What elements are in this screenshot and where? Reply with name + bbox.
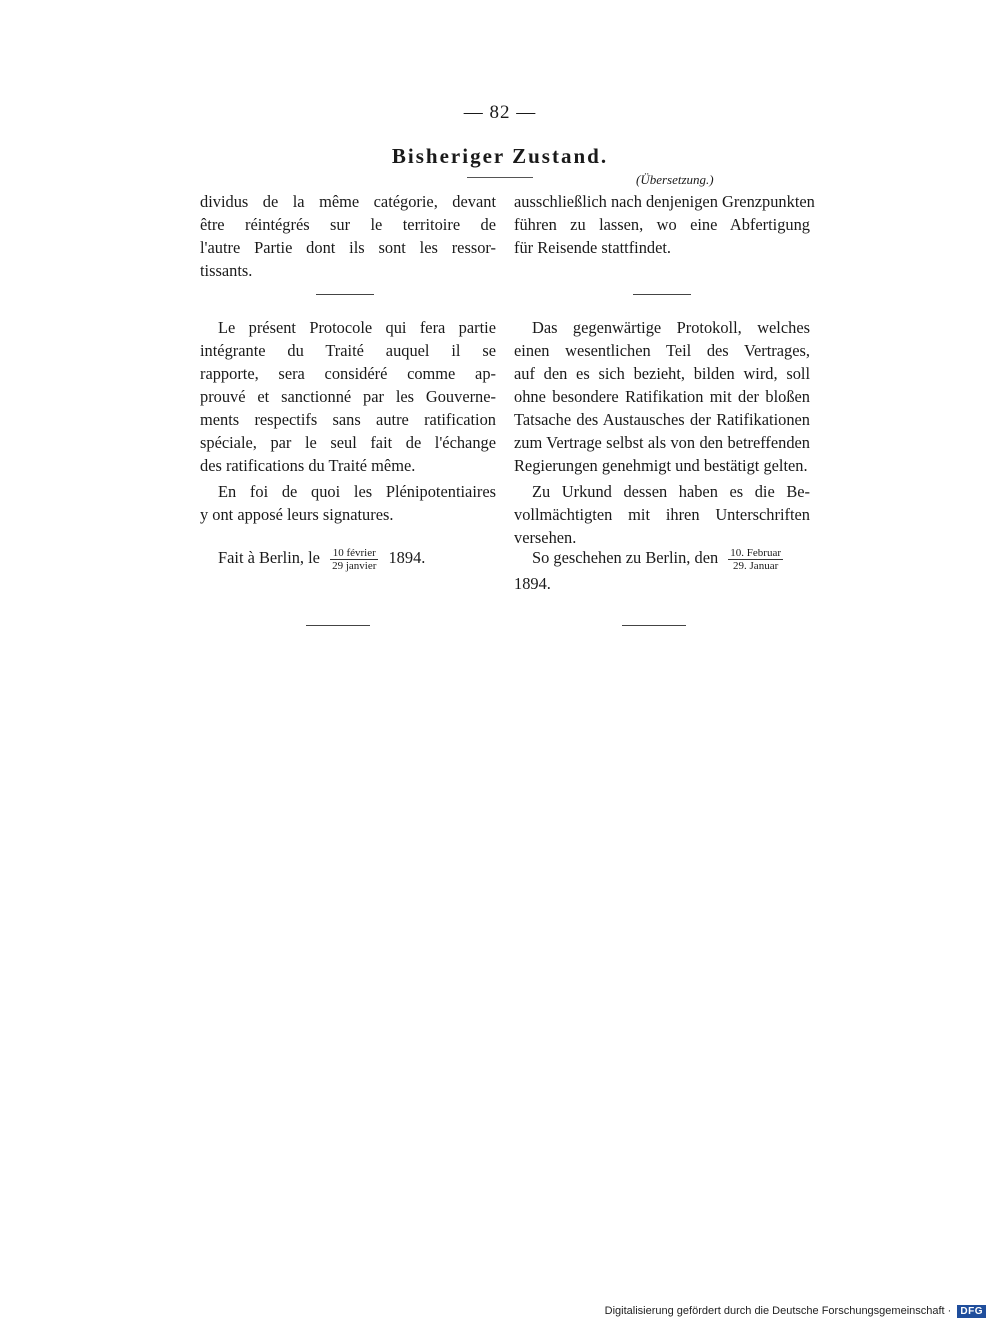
dated-prefix: Fait à Berlin, le bbox=[218, 548, 320, 567]
text-line: rapporte, sera considéré comme ap- bbox=[200, 364, 496, 383]
right-para-1 bbox=[514, 190, 815, 259]
text-line: dividus de la même catégorie, devant bbox=[200, 192, 496, 211]
left-end-rule bbox=[306, 625, 370, 626]
footer-text: Digitalisierung gefördert durch die Deutsche Forschungsgemeinschaft · bbox=[604, 1305, 952, 1317]
dated-year: 1894. bbox=[514, 573, 551, 593]
text-line: Das gegenwärtige Protokoll, welches bbox=[532, 318, 810, 337]
dfg-logo: DFG bbox=[957, 1305, 986, 1318]
text-line: y ont apposé leurs signatures. bbox=[200, 505, 394, 524]
digitization-footer bbox=[605, 1305, 986, 1318]
text-line: ohne besondere Ratifikation mit der bloßen bbox=[514, 387, 810, 406]
text-line: Regierungen genehmigt und bestätigt gelten. bbox=[514, 456, 808, 475]
left-para-2 bbox=[200, 316, 496, 477]
left-para-3 bbox=[200, 480, 496, 526]
date-fraction bbox=[728, 547, 783, 572]
text-line: Le présent Protocole qui fera partie bbox=[218, 318, 496, 337]
text-line: spéciale, par le seul fait de l'échange bbox=[200, 433, 496, 452]
text-line: ments respectifs sans autre ratification bbox=[200, 410, 496, 429]
dated-prefix: So geschehen zu Berlin, den bbox=[532, 548, 719, 567]
left-para-1 bbox=[200, 190, 496, 282]
right-separator-rule bbox=[633, 294, 691, 295]
page-number: — 82 — bbox=[463, 102, 537, 123]
dated-year: 1894. bbox=[388, 548, 426, 567]
date-denominator: 29. Januar bbox=[733, 559, 779, 572]
translation-label: (Übersetzung.) bbox=[636, 172, 714, 187]
right-para-3 bbox=[514, 480, 810, 549]
text-line: intégrante du Traité auquel il se bbox=[200, 341, 496, 360]
right-para-2 bbox=[514, 316, 810, 477]
text-line: En foi de quoi les Plénipotentiaires bbox=[218, 482, 496, 501]
section-heading: Bisheriger Zustand. bbox=[391, 144, 609, 168]
text-line: auf den es sich bezieht, bilden wird, soll bbox=[514, 364, 810, 383]
date-numerator: 10 février bbox=[330, 547, 378, 560]
text-line: für Reisende stattfindet. bbox=[514, 238, 672, 257]
left-dated-line bbox=[200, 546, 496, 572]
text-line: Zu Urkund dessen haben es die Be- bbox=[532, 482, 810, 501]
text-line: des ratifications du Traité même. bbox=[200, 456, 416, 475]
heading-rule bbox=[467, 177, 533, 178]
text-line: zum Vertrage selbst als von den betreffenden bbox=[514, 433, 810, 452]
text-line: führen zu lassen, wo eine Abfertigung bbox=[514, 215, 810, 234]
date-fraction bbox=[330, 547, 378, 572]
text-line: vollmächtigten mit ihren Unterschriften bbox=[514, 505, 810, 524]
date-numerator: 10. Februar bbox=[730, 546, 781, 559]
text-line: ausschließlich nach denjenigen Grenzpunkten bbox=[514, 192, 815, 211]
left-separator-rule bbox=[316, 294, 374, 295]
text-line: versehen. bbox=[514, 528, 577, 547]
text-line: prouvé et sanctionné par les Gouverne- bbox=[200, 387, 496, 406]
right-end-rule bbox=[622, 625, 686, 626]
text-line: einen wesentlichen Teil des Vertrages, bbox=[514, 341, 810, 360]
text-line: Tatsache des Austausches der Ratifikationen bbox=[514, 410, 810, 429]
text-line: tissants. bbox=[200, 261, 253, 280]
text-line: l'autre Partie dont ils sont les ressor- bbox=[200, 238, 496, 257]
date-denominator: 29 janvier bbox=[332, 559, 377, 572]
text-line: être réintégrés sur le territoire de bbox=[200, 215, 496, 234]
right-dated-line bbox=[514, 546, 810, 595]
